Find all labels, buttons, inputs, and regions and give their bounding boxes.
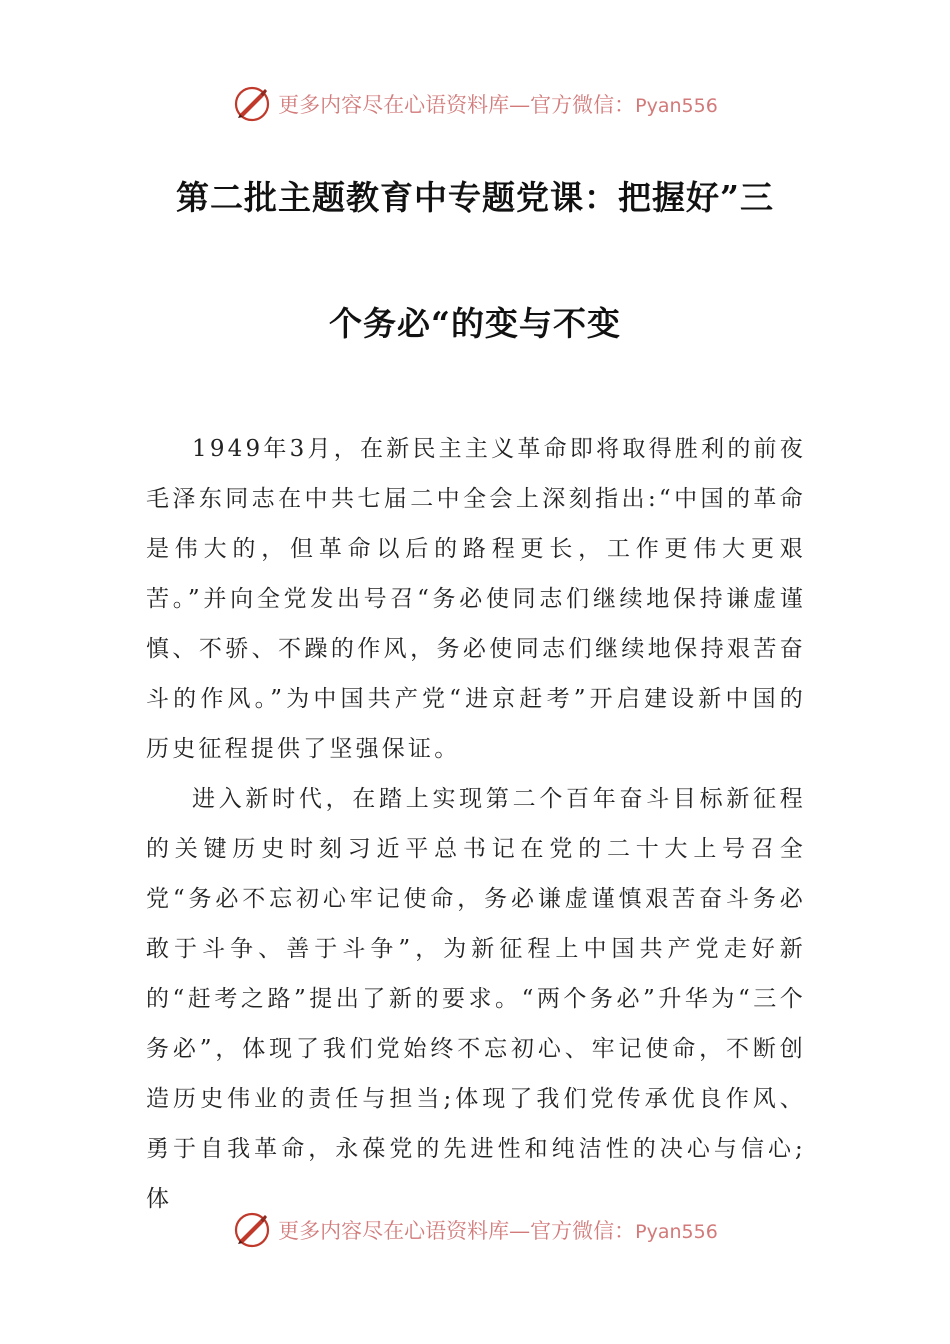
pen-logo-icon — [232, 84, 272, 124]
wechat-id: Pyan556 — [635, 1221, 718, 1243]
paragraph: 1949年3月，在新民主主义革命即将取得胜利的前夜毛泽东同志在中共七届二中全会上深刻指出:“中国的革命是伟大的，但革命以后的路程更长，工作更伟大更艰苦。”并向全党发出号召“务必使同志们继续地保持谦虚谨慎、不骄、不躁的作风，务必使同志们继续地保持艰苦奋斗的作风。”为中国共产党“进京赶考”开启建设新中国的历史征程提供了坚强保证。 — [146, 436, 806, 762]
footer-watermark — [0, 1208, 950, 1252]
pen-logo-icon — [232, 1210, 272, 1250]
document-body — [146, 424, 806, 1224]
header-watermark — [0, 82, 950, 126]
footer-watermark-text: 更多内容尽在心语资料库—官方微信：Pyan556 — [278, 1219, 718, 1243]
document-title-line-2: 个务必“的变与不变 — [329, 304, 621, 343]
paragraph: 进入新时代，在踏上实现第二个百年奋斗目标新征程的关键历史时刻习近平总书记在党的二十大上号召全党“务必不忘初心牢记使命，务必谦虚谨慎艰苦奋斗务必敢于斗争、善于斗争”，为新征程上中国共产党走好新的“赶考之路”提出了新的要求。“两个务必”升华为“三个务必”，体现了我们党始终不忘初心、牢记使命，不断创造历史伟业的责任与担当;体现了我们党传承优良作风、勇于自我革命，永葆党的先进性和纯洁性的决心与信心;体 — [146, 786, 806, 1212]
document-title-line-1: 第二批主题教育中专题党课：把握好”三 — [176, 178, 774, 217]
wechat-id: Pyan556 — [635, 95, 718, 117]
header-watermark-text: 更多内容尽在心语资料库—官方微信：Pyan556 — [278, 93, 718, 117]
